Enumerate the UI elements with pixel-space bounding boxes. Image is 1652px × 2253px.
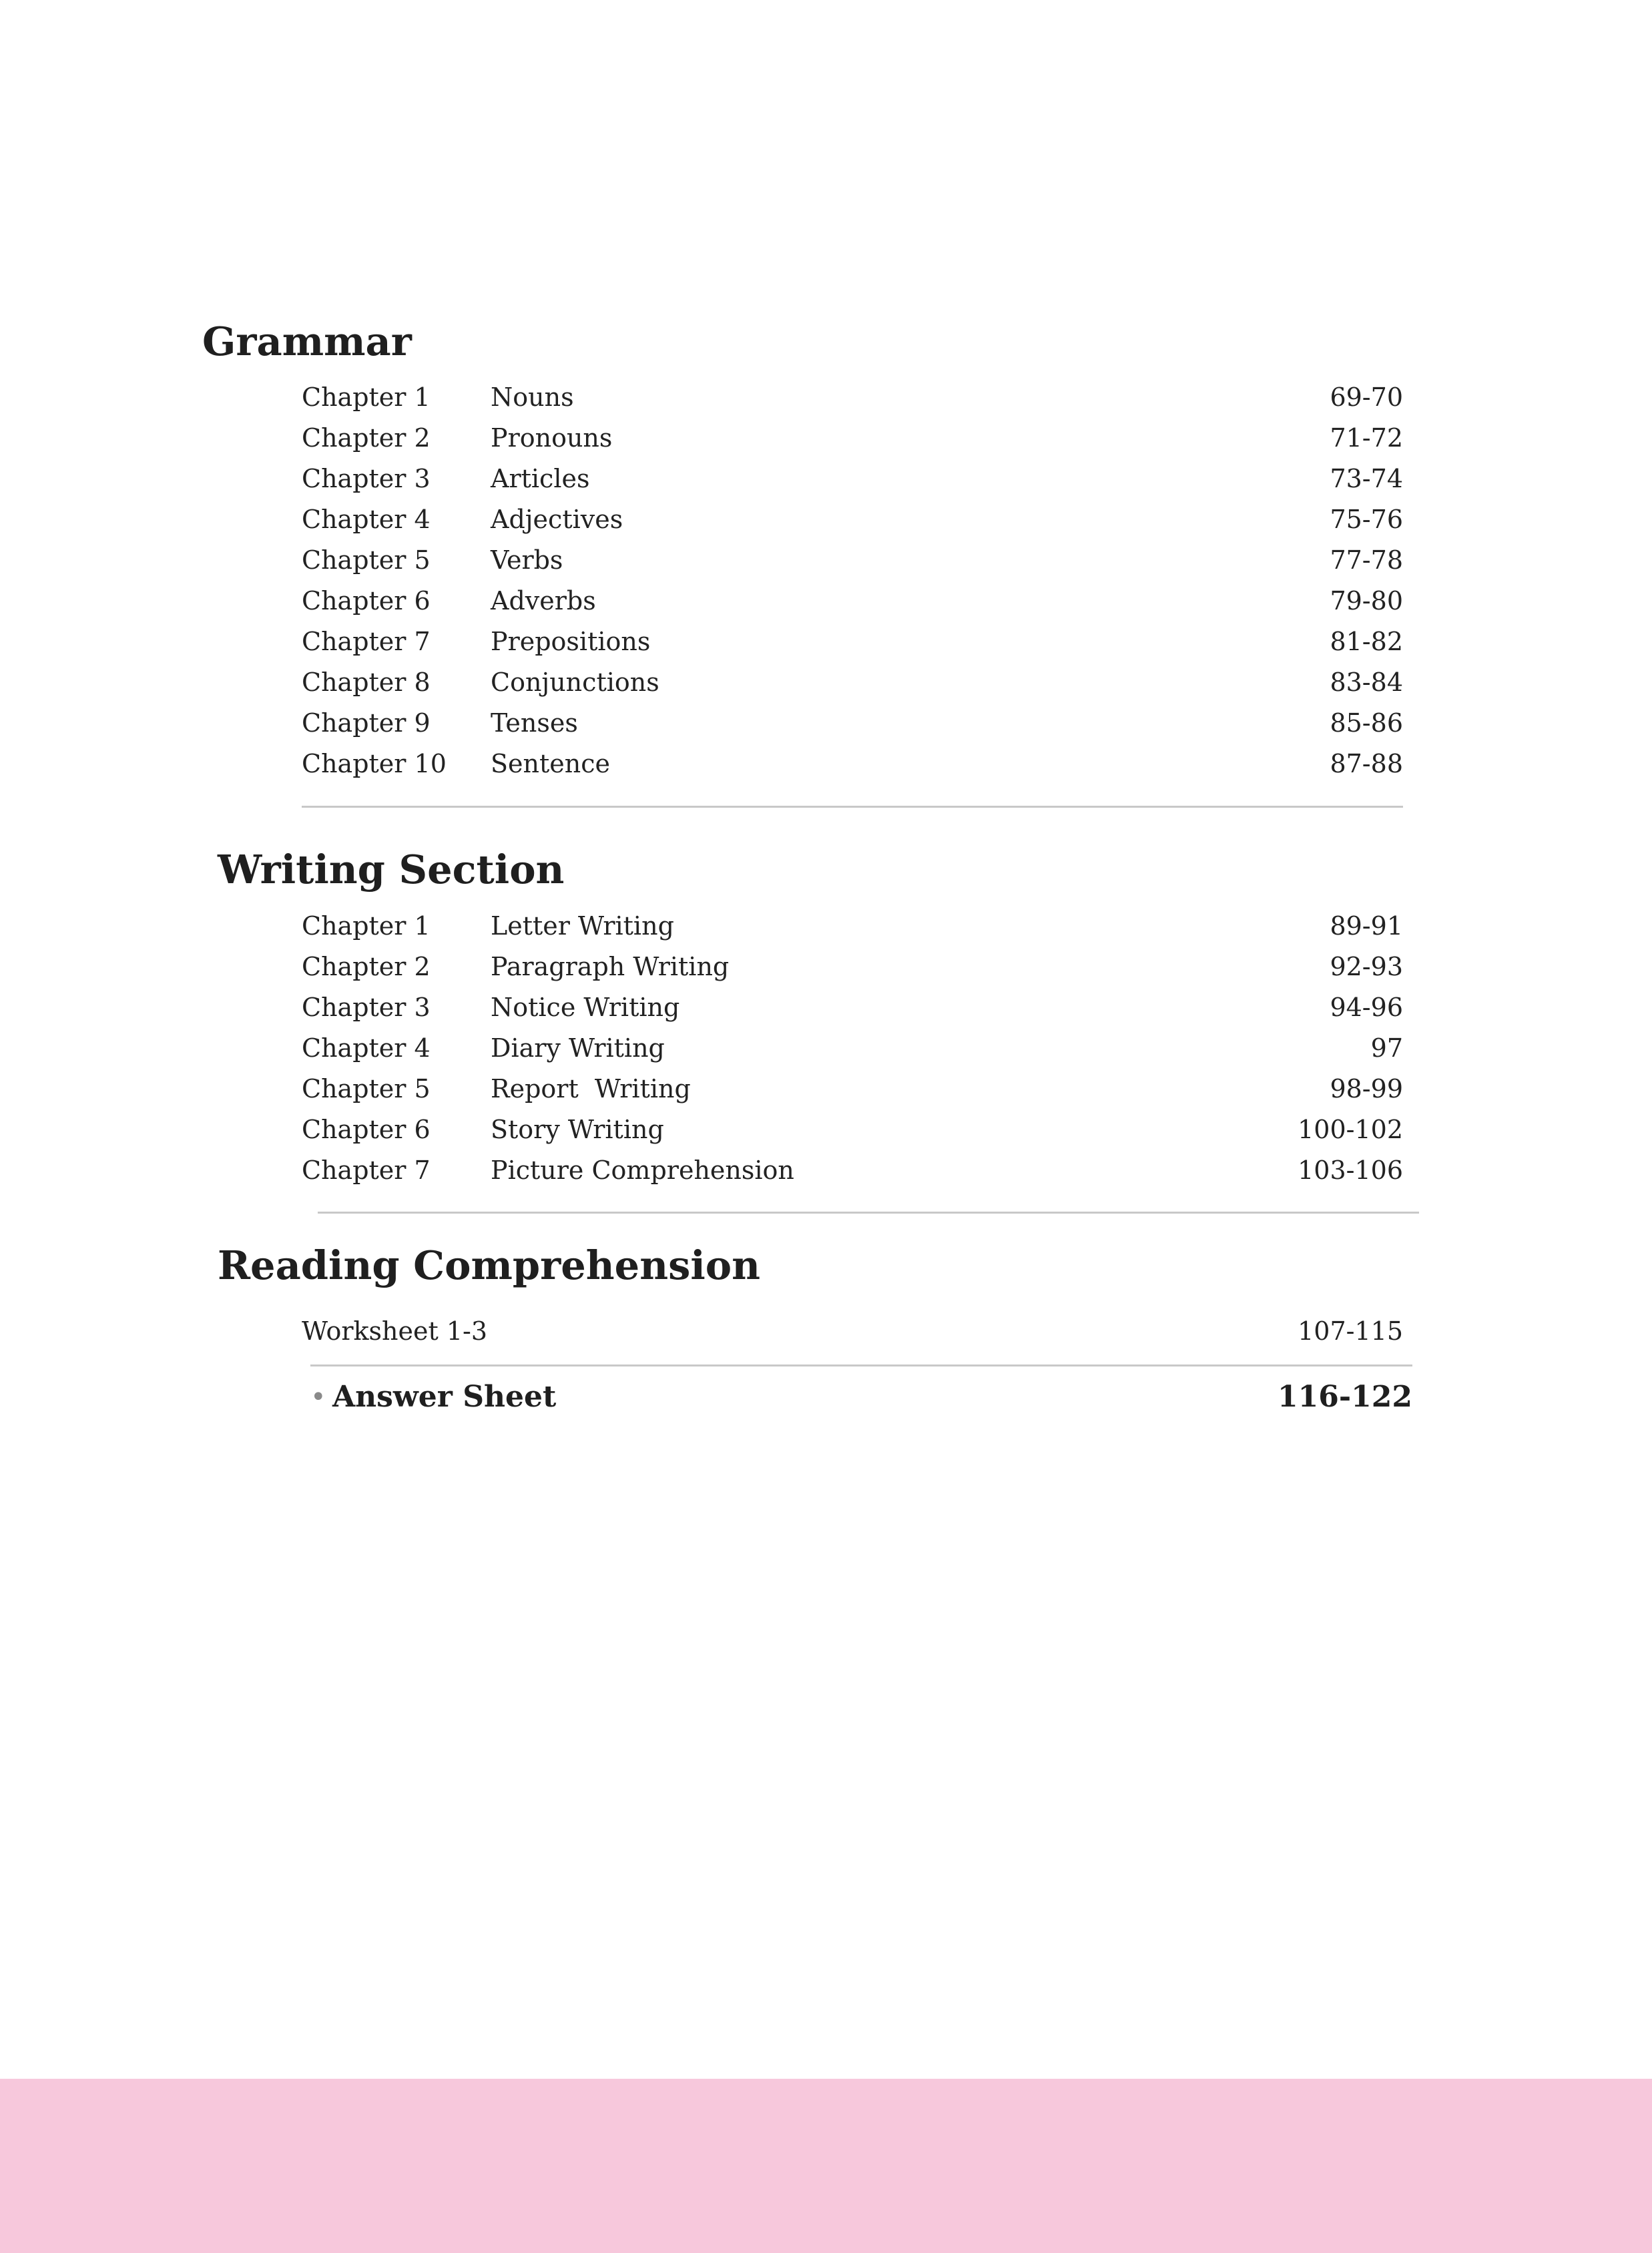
chapter-title: Verbs [491,545,563,575]
chapter-label: Chapter 2 [302,952,431,981]
chapter-title: Picture Comprehension [491,1156,794,1185]
page-range: 73-74 [1330,464,1403,493]
chapter-label: Chapter 6 [302,1115,431,1144]
chapter-label: Chapter 5 [302,545,431,575]
footer-band [0,2079,1652,2253]
page-range: 81-82 [1330,627,1403,656]
page-range: 71-72 [1330,423,1403,453]
chapter-label: Chapter 4 [302,505,431,534]
chapter-title: Diary Writing [491,1033,665,1063]
chapter-label: Chapter 9 [302,708,431,738]
toc-row[interactable] [302,906,1403,947]
chapter-label: Chapter 5 [302,1074,431,1103]
chapter-label: Chapter 7 [302,627,431,656]
worksheet-label: Worksheet 1-3 [302,1316,488,1346]
bullet-icon: • [310,1382,326,1413]
page-range: 103-106 [1298,1156,1403,1185]
toc-row[interactable] [302,499,1403,540]
page-range: 79-80 [1330,586,1403,615]
chapter-label: Chapter 7 [302,1156,431,1185]
chapter-title: Prepositions [491,627,651,656]
toc-row[interactable] [302,1109,1403,1150]
chapter-title: Story Writing [491,1115,664,1144]
page-range: 92-93 [1330,952,1403,981]
chapter-label: Chapter 2 [302,423,431,453]
page-range: 75-76 [1330,505,1403,534]
chapter-label: Chapter 1 [302,911,431,941]
page-range: 85-86 [1330,708,1403,738]
toc-row[interactable] [302,1069,1403,1109]
toc-row[interactable] [302,1028,1403,1069]
toc-row[interactable] [302,377,1403,418]
answer-sheet-row[interactable] [310,1374,1412,1421]
page-range: 107-115 [1298,1316,1403,1346]
chapter-title: Conjunctions [491,668,659,697]
chapter-title: Pronouns [491,423,613,453]
chapter-label: Chapter 10 [302,749,447,778]
page-range: 77-78 [1330,545,1403,575]
section-divider [302,806,1403,808]
chapter-title: Letter Writing [491,911,674,941]
toc-row[interactable] [302,744,1403,784]
toc-row[interactable] [302,987,1403,1028]
chapter-title: Articles [491,464,590,493]
toc-row[interactable] [302,581,1403,621]
chapter-label: Chapter 4 [302,1033,431,1063]
toc-row[interactable] [302,418,1403,459]
chapter-title: Paragraph Writing [491,952,730,981]
toc-row[interactable] [302,540,1403,581]
chapter-label: Chapter 1 [302,383,431,412]
page-range: 83-84 [1330,668,1403,697]
chapter-label: Chapter 6 [302,586,431,615]
toc-row[interactable] [302,703,1403,744]
page-range: 87-88 [1330,749,1403,778]
reading-comprehension-heading: Reading Comprehension [218,1242,760,1288]
page-range: 100-102 [1298,1115,1403,1144]
page-range: 89-91 [1330,911,1403,941]
section-divider [310,1364,1412,1366]
chapter-label: Chapter 3 [302,464,431,493]
page-range: 94-96 [1330,993,1403,1022]
answer-sheet-page-range: 116-122 [1278,1380,1412,1414]
toc-row[interactable] [302,662,1403,703]
chapter-title: Adverbs [491,586,596,615]
answer-sheet-label: Answer Sheet [332,1380,557,1414]
toc-row[interactable] [302,1311,1403,1352]
page-range: 97 [1370,1033,1403,1063]
section-divider [318,1212,1419,1214]
toc-row[interactable] [302,947,1403,987]
chapter-label: Chapter 3 [302,993,431,1022]
chapter-title: Sentence [491,749,610,778]
page-range: 98-99 [1330,1074,1403,1103]
toc-row[interactable] [302,621,1403,662]
chapter-title: Tenses [491,708,578,738]
chapter-title: Notice Writing [491,993,680,1022]
chapter-label: Chapter 8 [302,668,431,697]
writing-section-heading: Writing Section [218,846,565,893]
toc-row[interactable] [302,1150,1403,1191]
grammar-heading: Grammar [202,318,412,364]
toc-row[interactable] [302,459,1403,499]
chapter-title: Nouns [491,383,574,412]
page-range: 69-70 [1330,383,1403,412]
chapter-title: Adjectives [491,505,623,534]
chapter-title: Report Writing [491,1074,691,1103]
